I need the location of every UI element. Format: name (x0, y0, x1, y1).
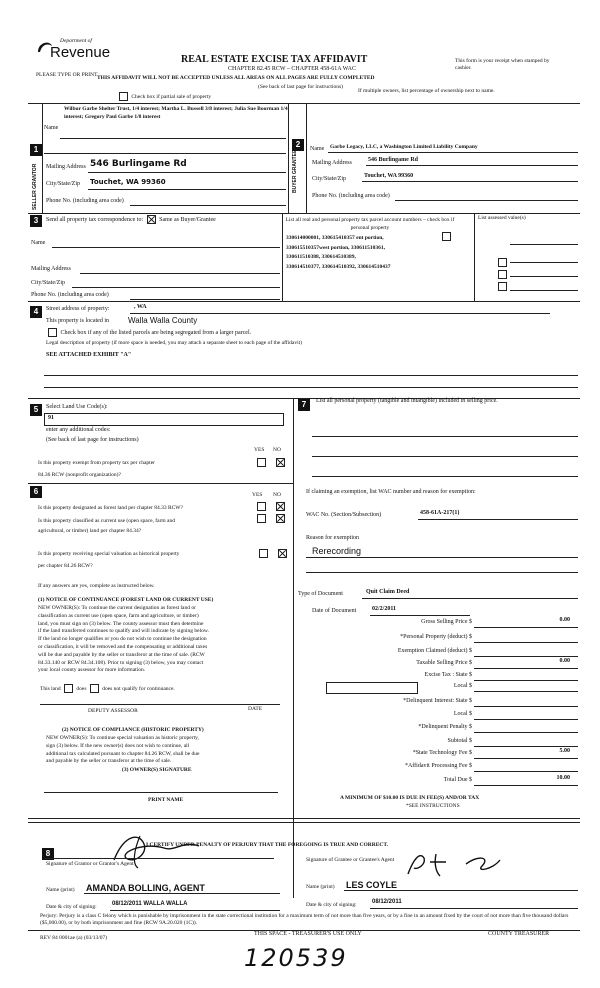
seller-name-value: Wilbur Garbe Shelter Trust, 1/4 interest; Martha L. Bussell 3/8 interest; Julia Sue Boorman 1/4 interest; Gregory Paul Garbe 1/8 interest (64, 106, 288, 120)
excise-state-label: Excise Tax : State $ (424, 672, 472, 678)
segregated-row: Check box if any of the listed parcels are being segregated from a larger parcel. (46, 328, 251, 337)
seller-city-label: City/State/Zip (46, 181, 80, 187)
buyer-city-label: City/State/Zip (312, 176, 346, 182)
yes-header-6: YES (252, 492, 263, 498)
county-value: Walla Walla County (128, 316, 198, 325)
does-not-qualify-checkbox[interactable] (90, 684, 99, 693)
please-type: PLEASE TYPE OR PRINT (36, 72, 98, 78)
personal-property-checkbox-2[interactable] (498, 258, 507, 267)
seller-city-value: Touchet, WA 99360 (90, 178, 166, 186)
forest-no-checkbox[interactable] (276, 502, 285, 511)
historic-yes-checkbox[interactable] (259, 549, 268, 558)
street-address-label: Street address of property: (46, 306, 110, 312)
land-use-input[interactable]: 91 (44, 413, 284, 426)
parcel-list-label: List all real and personal property tax parcel account numbers – check box if personal property (285, 217, 455, 231)
does-qualify-checkbox[interactable] (64, 684, 73, 693)
grantor-date-label: Date & city of signing: (46, 904, 97, 910)
notice-compliance-title: (2) NOTICE OF COMPLIANCE (HISTORIC PROPERTY) (62, 727, 204, 733)
treasurer-use-only: THIS SPACE - TREASURER'S USE ONLY (254, 931, 362, 937)
located-in-label: This property is located in (46, 318, 109, 324)
affidavit-processing-fee-label: *Affidavit Processing Fee $ (404, 763, 472, 769)
see-back-5: (See back of last page for instructions) (46, 437, 139, 443)
historic-question: Is this property receiving special valuation as historical property (38, 551, 180, 557)
perjury-statement: Perjury: Perjury is a class C felony which is punishable by imprisonment in the state correctional institution for a maximum term of not more than five years, or by a fine in an amount fixed by the court of not more than five thousand dollars ($5,000.00), or by both imprisonment and fine (RCW 9A.20.020 (1C)). (40, 913, 569, 926)
total-due-label: Total Due $ (443, 777, 472, 783)
current-use-question: Is this property classified as current use (open space, farm and (38, 518, 175, 524)
grantor-date-value: 08/12/2011 WALLA WALLA (112, 901, 188, 907)
correspondence-name-label: Name (31, 240, 46, 246)
segregated-checkbox[interactable] (48, 328, 57, 337)
notice-continuance-body: NEW OWNER(S): To continue the current designation as forest land or classification as current use (open space, farm and agriculture, or timber) land, you must sign on (3) below. The county assessor must then determine if the land transferred continues to qualify and will indicate by signing below. If the land no longer qualifies or you do not wish to continue the designation or classification, it will be removed and the compensating or additional taxes will be due and payable by the seller or transferor at the time of sale. (RCW 84.33.140 or RCW 84.34.108). Prior to signing (3) below, you may contact your local county assessor for more information. (38, 605, 209, 674)
section-6-number: 6 (30, 486, 42, 498)
exemption-claimed-label: Exemption Claimed (deduct) $ (397, 648, 472, 654)
exhibit-a: SEE ATTACHED EXHIBIT "A" (46, 352, 132, 358)
section-5-number: 5 (30, 404, 42, 416)
county-treasurer-label: COUNTY TREASURER (488, 931, 550, 937)
land-use-label: Select Land Use Code(s): (46, 404, 108, 410)
section-1-number: 1 (30, 144, 42, 156)
notice-compliance-body: NEW OWNER(S): To continue special valuation as historic property, sign (3) below. If the new owner(s) does not wish to continue, all additional tax calculated pursuant to chapter 84.26 RCW, shall be due and payable by the seller or transferor at the time of sale. (46, 735, 200, 765)
parcel-line: 330615510357west portion, 330611510361, (286, 244, 385, 251)
personal-property-checkbox-3[interactable] (498, 270, 507, 279)
reason-label: Reason for exemption (306, 535, 359, 541)
seller-phone-label: Phone No. (including area code) (46, 198, 124, 204)
send-correspondence-row: Send all property tax correspondence to: Same as Buyer/Grantee (46, 216, 216, 223)
partial-sale-checkbox[interactable] (119, 92, 128, 101)
correspondence-city-label: City/State/Zip (31, 280, 65, 286)
dept-line: Department of (60, 38, 92, 44)
exempt-question-2: 84.36 RCW (nonprofit organization)? (38, 472, 121, 478)
wac-label: WAC No. (Section/Subsection) (306, 512, 382, 518)
buyer-mailing-value: 546 Burlingame Rd (368, 157, 419, 163)
legal-description-label: Legal description of property (if more space is needed, you may attach a separate sheet to each page of the affidavit) (46, 340, 302, 346)
street-address-value: , WA (134, 304, 147, 310)
delinquent-penalty-label: *Delinquent Penalty $ (418, 724, 472, 730)
buyer-city-value: Touchet, WA 99360 (364, 173, 414, 179)
gross-selling-value: 0.00 (559, 617, 570, 623)
grantor-signature-label: Signature of Grantor or Grantor's Agent (46, 861, 134, 867)
forest-yes-checkbox[interactable] (257, 502, 266, 511)
current-use-yes-checkbox[interactable] (257, 514, 266, 523)
gross-selling-label: Gross Selling Price $ (421, 619, 472, 625)
form-title: REAL ESTATE EXCISE TAX AFFIDAVIT (181, 54, 368, 65)
taxable-selling-label: Taxable Selling Price $ (416, 660, 472, 666)
state-technology-fee-label: *State Technology Fee $ (412, 750, 472, 756)
assessed-value-label: List assessed value(s) (478, 215, 526, 221)
reason-value: Rerecording (312, 546, 362, 556)
personal-property-label: List all personal property (tangible and intangible) included in selling price. (316, 398, 498, 404)
receipt-note: This form is your receipt when stamped by cashier. (455, 58, 550, 71)
correspondence-phone-label: Phone No. (including area code) (31, 292, 109, 298)
doc-date-value: 02/2/2011 (372, 606, 397, 612)
grantor-name-label: Name (print) (46, 887, 75, 893)
no-header-5: NO (273, 447, 281, 453)
buyer-mailing-label: Mailing Address (312, 160, 352, 166)
current-use-no-checkbox[interactable] (276, 514, 285, 523)
seller-name-label: Name (44, 125, 59, 131)
grantee-name-label: Name (print) (306, 884, 335, 890)
correspondence-mailing-label: Mailing Address (31, 266, 71, 272)
owner-signature-label: (3) OWNER(S) SIGNATURE (122, 767, 192, 773)
yes-header-5: YES (254, 447, 265, 453)
section-2-number: 2 (292, 139, 304, 151)
no-header-6: NO (273, 492, 281, 498)
see-back-header: (See back of last page for instructions) (258, 84, 343, 90)
parcel-line: 330614510377, 330614510392, 330614510437 (286, 263, 391, 270)
total-due-value: 10.00 (556, 775, 570, 781)
doc-type-value: Quit Claim Deed (366, 589, 410, 595)
form-chapter: CHAPTER 82.45 RCW – CHAPTER 458-61A WAC (228, 66, 356, 72)
doc-type-label: Type of Document (298, 591, 343, 597)
see-instructions-note: *SEE INSTRUCTIONS (406, 803, 460, 809)
continuance-row: This land does does not qualify for continuance. (40, 685, 175, 692)
grantee-signature-label: Signature of Grantee or Grantee's Agent (306, 857, 395, 863)
exempt-yes-checkbox[interactable] (257, 458, 266, 467)
grantee-date-label: Date & city of signing: (306, 902, 357, 908)
notice-continuance-title: (1) NOTICE OF CONTINUANCE (FOREST LAND OR CURRENT USE) (38, 597, 214, 603)
claim-exemption-label: If claiming an exemption, list WAC number and reason for exemption: (306, 489, 476, 495)
delinquent-interest-local-label: Local $ (453, 711, 472, 717)
historic-no-checkbox[interactable] (278, 549, 287, 558)
grantee-name-value: LES COYLE (346, 880, 398, 890)
form-warning: THIS AFFIDAVIT WILL NOT BE ACCEPTED UNLESS ALL AREAS ON ALL PAGES ARE FULLY COMPLETED (97, 75, 375, 81)
personal-property-checkbox-1[interactable] (442, 232, 451, 241)
delinquent-interest-state-label: *Delinquent Interest: State $ (403, 698, 472, 704)
other-codes-label: enter any additional codes: (46, 427, 111, 433)
buyer-name-label: Name (310, 146, 325, 152)
seller-mailing-label: Mailing Address (46, 164, 86, 170)
parcel-list (286, 234, 391, 272)
state-technology-fee-value: 5.00 (559, 748, 570, 754)
exempt-no-checkbox[interactable] (276, 458, 285, 467)
parcel-line: 330611510388, 330614510389, (286, 254, 356, 260)
deputy-assessor-label: DEPUTY ASSESSOR (88, 708, 138, 714)
deputy-date-label: DATE (248, 706, 263, 712)
revenue-word: Revenue (50, 44, 111, 61)
minimum-fee-note: A MINIMUM OF $10.00 IS DUE IN FEE(S) AND/OR TAX (340, 795, 480, 801)
buyer-grantee-label: BUYER GRANTEE (292, 149, 298, 193)
partial-sale-row: Check box if partial sale of property (117, 92, 211, 101)
seller-mailing-value: 546 Burlingame Rd (90, 159, 187, 169)
forest-land-question: Is this property designated as forest land per chapter 84.33 RCW? (38, 505, 183, 511)
taxable-selling-value: 0.00 (559, 658, 570, 664)
wac-value: 458-61A-217(1) (420, 510, 460, 516)
subtotal-label: Subtotal $ (447, 738, 472, 744)
revision-code: REV 84 0001ae (a) (03/13/07) (40, 935, 108, 941)
seller-grantor-label: SELLER GRANTOR (32, 163, 38, 210)
current-use-question-2: agricultural, or timber) land per chapter 84.34? (38, 528, 142, 534)
handwritten-recording-number: 120539 (244, 944, 348, 972)
grantor-name-value: AMANDA BOLLING, AGENT (86, 883, 205, 893)
same-as-buyer-checkbox[interactable] (147, 215, 156, 224)
section-7-number: 7 (298, 399, 310, 411)
historic-question-2: per chapter 84.26 RCW? (38, 563, 93, 569)
buyer-phone-label: Phone No. (including area code) (312, 193, 390, 199)
excise-local-label: Local $ (453, 683, 472, 689)
section-8-number: 8 (42, 848, 54, 860)
section-4-number: 4 (30, 306, 42, 318)
personal-property-deduct-label: *Personal Property (deduct) $ (400, 634, 472, 640)
grantee-signature-scribble (400, 848, 510, 880)
parcel-line: 330614000001, 330615410357 ent portion, (286, 235, 384, 241)
certify-statement: I CERTIFY UNDER PENALTY OF PERJURY THAT THE FOREGOING IS TRUE AND CORRECT. (146, 842, 389, 848)
doc-date-label: Date of Document (312, 608, 357, 614)
if-yes-note: If any answers are yes, complete as instructed below. (38, 583, 155, 589)
section-3-number: 3 (30, 215, 42, 227)
exempt-question: Is this property exempt from property tax per chapter (38, 460, 155, 466)
multiple-owners-note: If multiple owners, list percentage of ownership next to name. (358, 88, 495, 94)
personal-property-checkbox-4[interactable] (498, 282, 507, 291)
buyer-name-value: Garbe Legacy, LLC, a Washington Limited Liability Company (330, 144, 478, 150)
grantee-date-value: 08/12/2011 (372, 899, 402, 905)
print-name-label: PRINT NAME (148, 797, 184, 803)
